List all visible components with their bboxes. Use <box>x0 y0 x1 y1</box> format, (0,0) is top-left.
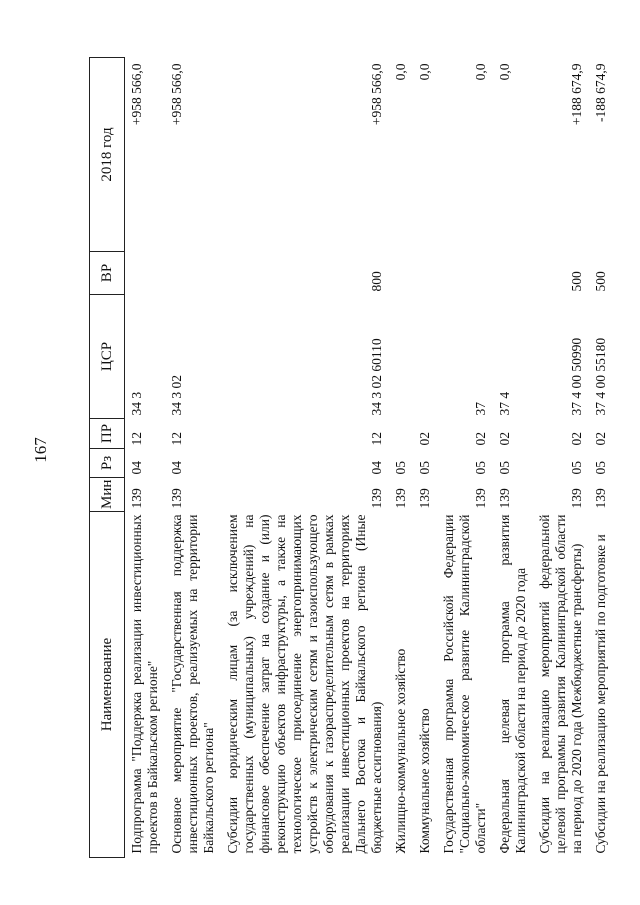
row-csr: 37 4 <box>497 391 512 416</box>
row-min: 139 <box>593 488 608 509</box>
row-rz: 05 <box>593 461 608 475</box>
row-rz: 05 <box>473 461 488 475</box>
row-amount: +958 566,0 <box>169 63 184 126</box>
page-number: 167 <box>31 437 50 463</box>
row-amount: 0,0 <box>393 63 408 81</box>
row-amount: +188 674,9 <box>569 63 584 126</box>
row-vr <box>413 252 437 295</box>
header-rz: Рз <box>90 449 125 478</box>
rotated-table-container <box>89 58 617 858</box>
row-vr <box>165 252 221 295</box>
row-csr: 34 3 <box>129 391 144 416</box>
row-pr: 12 <box>169 432 184 446</box>
row-vr <box>125 252 166 295</box>
row-rz: 04 <box>129 461 144 475</box>
row-rz: 05 <box>417 461 432 475</box>
row-amount: +958 566,0 <box>369 63 384 126</box>
row-pr <box>389 419 413 449</box>
row-csr: 37 4 00 50990 <box>569 337 584 416</box>
row-min: 139 <box>497 488 512 509</box>
row-name: Субсидии юридическим лицам (за исключением государственных (муниципальных) учреждений) на финансовое обеспечение затрат на создание и (или) реконструкцию объектов инфраструктуры, а также на технологическое присоединение энергопринимающих устройств к электрическим сетям и газоиспользующего оборудования к газораспределительным сетям в рамках реализации инвестиционных проектов на территориях Дальнего Востока и Байкальского региона (Иные бюджетные ассигнования) <box>225 514 384 854</box>
row-amount: 0,0 <box>417 63 432 81</box>
row-min: 139 <box>473 488 488 509</box>
table-row <box>437 58 493 858</box>
row-min: 139 <box>369 488 384 509</box>
row-rz: 05 <box>393 461 408 475</box>
header-csr: ЦСР <box>90 295 125 419</box>
row-rz: 05 <box>497 461 512 475</box>
row-pr: 02 <box>473 432 488 446</box>
row-csr: 37 4 00 55180 <box>593 337 608 416</box>
row-rz: 04 <box>169 461 184 475</box>
header-pr: ПР <box>90 419 125 449</box>
table-row <box>125 58 166 858</box>
row-min: 139 <box>393 488 408 509</box>
row-name: Субсидии на реализацию мероприятий по подготовке и <box>593 534 608 854</box>
header-row <box>90 58 125 858</box>
row-vr <box>437 252 493 295</box>
table-row <box>589 58 613 858</box>
budget-table <box>89 57 613 858</box>
table-row <box>389 58 413 858</box>
row-amount: 0,0 <box>473 63 488 81</box>
header-name: Наименование <box>90 512 125 858</box>
row-min: 139 <box>129 488 144 509</box>
table-row <box>493 58 533 858</box>
row-min: 139 <box>569 488 584 509</box>
row-csr <box>413 295 437 419</box>
row-vr <box>389 252 413 295</box>
table-row <box>165 58 221 858</box>
row-amount: +958 566,0 <box>129 63 144 126</box>
row-csr <box>389 295 413 419</box>
row-vr <box>493 252 533 295</box>
header-amount: 2018 год <box>90 58 125 252</box>
table-row <box>413 58 437 858</box>
row-csr: 34 3 02 <box>169 375 184 416</box>
row-name: Жилищно-коммунальное хозяйство <box>393 648 408 854</box>
row-csr: 34 3 02 60110 <box>369 338 384 416</box>
row-name: Коммунальное хозяйство <box>417 708 432 854</box>
row-rz: 05 <box>569 461 584 475</box>
header-min: Мин <box>90 478 125 512</box>
header-vr: ВР <box>90 252 125 295</box>
row-name: Федеральная целевая программа развития Калининградской области на период до 2020 года <box>497 514 528 854</box>
row-rz: 04 <box>369 461 384 475</box>
row-min: 139 <box>417 488 432 509</box>
row-amount: -188 674,9 <box>593 63 608 122</box>
table-row <box>533 58 589 858</box>
row-pr: 02 <box>593 432 608 446</box>
row-vr: 500 <box>593 271 608 292</box>
row-pr: 02 <box>417 432 432 446</box>
table-row <box>221 58 389 858</box>
row-pr: 12 <box>129 432 144 446</box>
row-pr: 02 <box>569 432 584 446</box>
row-name: Подпрограмма "Поддержка реализации инвестиционных проектов в Байкальском регионе" <box>129 514 160 854</box>
row-vr: 500 <box>569 271 584 292</box>
row-min: 139 <box>169 488 184 509</box>
row-vr: 800 <box>369 271 384 292</box>
row-amount: 0,0 <box>497 63 512 81</box>
row-name: Субсидии на реализацию мероприятий федеральной целевой программы развития Калининградской области на период до 2020 года (Межбюджетные трансферты) <box>537 514 584 854</box>
row-pr: 02 <box>497 432 512 446</box>
row-name: Государственная программа Российской Федерации "Социально-экономическое развитие Калининградской области" <box>441 514 488 854</box>
row-name: Основное мероприятие "Государственная поддержка инвестиционных проектов, реализуемых на территории Байкальского региона" <box>169 514 216 854</box>
table-body <box>125 58 614 858</box>
row-csr: 37 <box>473 402 488 416</box>
row-pr: 12 <box>369 432 384 446</box>
